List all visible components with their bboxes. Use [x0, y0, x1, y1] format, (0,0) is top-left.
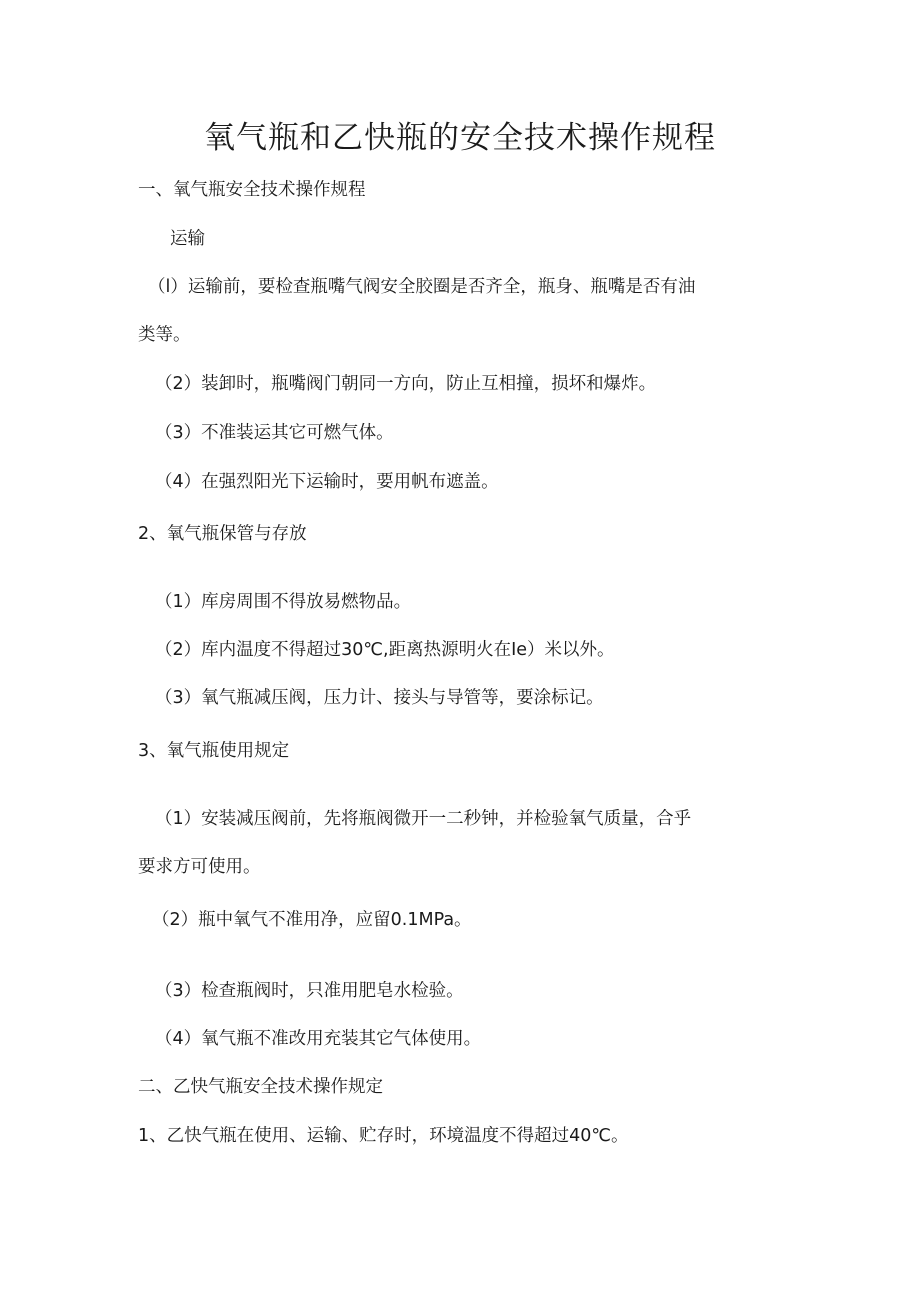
transport-item-1-line1: （l）运输前，要检查瓶嘴气阀安全胶圈是否齐全，瓶身、瓶嘴是否有油 [148, 277, 696, 297]
section-heading-storage: 2、氧气瓶保管与存放 [138, 524, 307, 544]
storage-item-2: （2）库内温度不得超过30℃,距离热源明火在Ie）米以外。 [155, 640, 615, 660]
usage-item-2: （2）瓶中氧气不准用净，应留0.1MPa。 [152, 910, 472, 930]
transport-item-2: （2）装卸时，瓶嘴阀门朝同一方向，防止互相撞，损坏和爆炸。 [155, 374, 657, 394]
transport-item-4: （4）在强烈阳光下运输时，要用帆布遮盖。 [155, 472, 499, 492]
storage-item-3: （3）氧气瓶减压阀，压力计、接头与导管等，要涂标记。 [155, 688, 604, 708]
subheading-transport: 运输 [170, 229, 205, 249]
section-heading-usage: 3、氧气瓶使用规定 [138, 741, 290, 761]
document-title: 氧气瓶和乙快瓶的安全技术操作规程 [204, 120, 716, 156]
acetylene-item-1: 1、乙快气瓶在使用、运输、贮存时，环境温度不得超过40℃。 [138, 1126, 629, 1146]
storage-item-1: （1）库房周围不得放易燃物品。 [155, 592, 412, 612]
section-heading-acetylene: 二、乙快气瓶安全技术操作规定 [138, 1077, 383, 1097]
usage-item-3: （3）检查瓶阀时，只准用肥皂水检验。 [155, 981, 464, 1001]
usage-item-4: （4）氧气瓶不准改用充装其它气体使用。 [155, 1029, 482, 1049]
usage-item-1-line1: （1）安装减压阀前，先将瓶阀微开一二秒钟，并检验氧气质量，合乎 [155, 809, 692, 829]
usage-item-1-line2: 要求方可使用。 [138, 857, 261, 877]
transport-item-1-line2: 类等。 [138, 325, 191, 345]
transport-item-3: （3）不准装运其它可燃气体。 [155, 423, 394, 443]
section-heading-oxygen: 一、氧气瓶安全技术操作规程 [138, 180, 366, 200]
